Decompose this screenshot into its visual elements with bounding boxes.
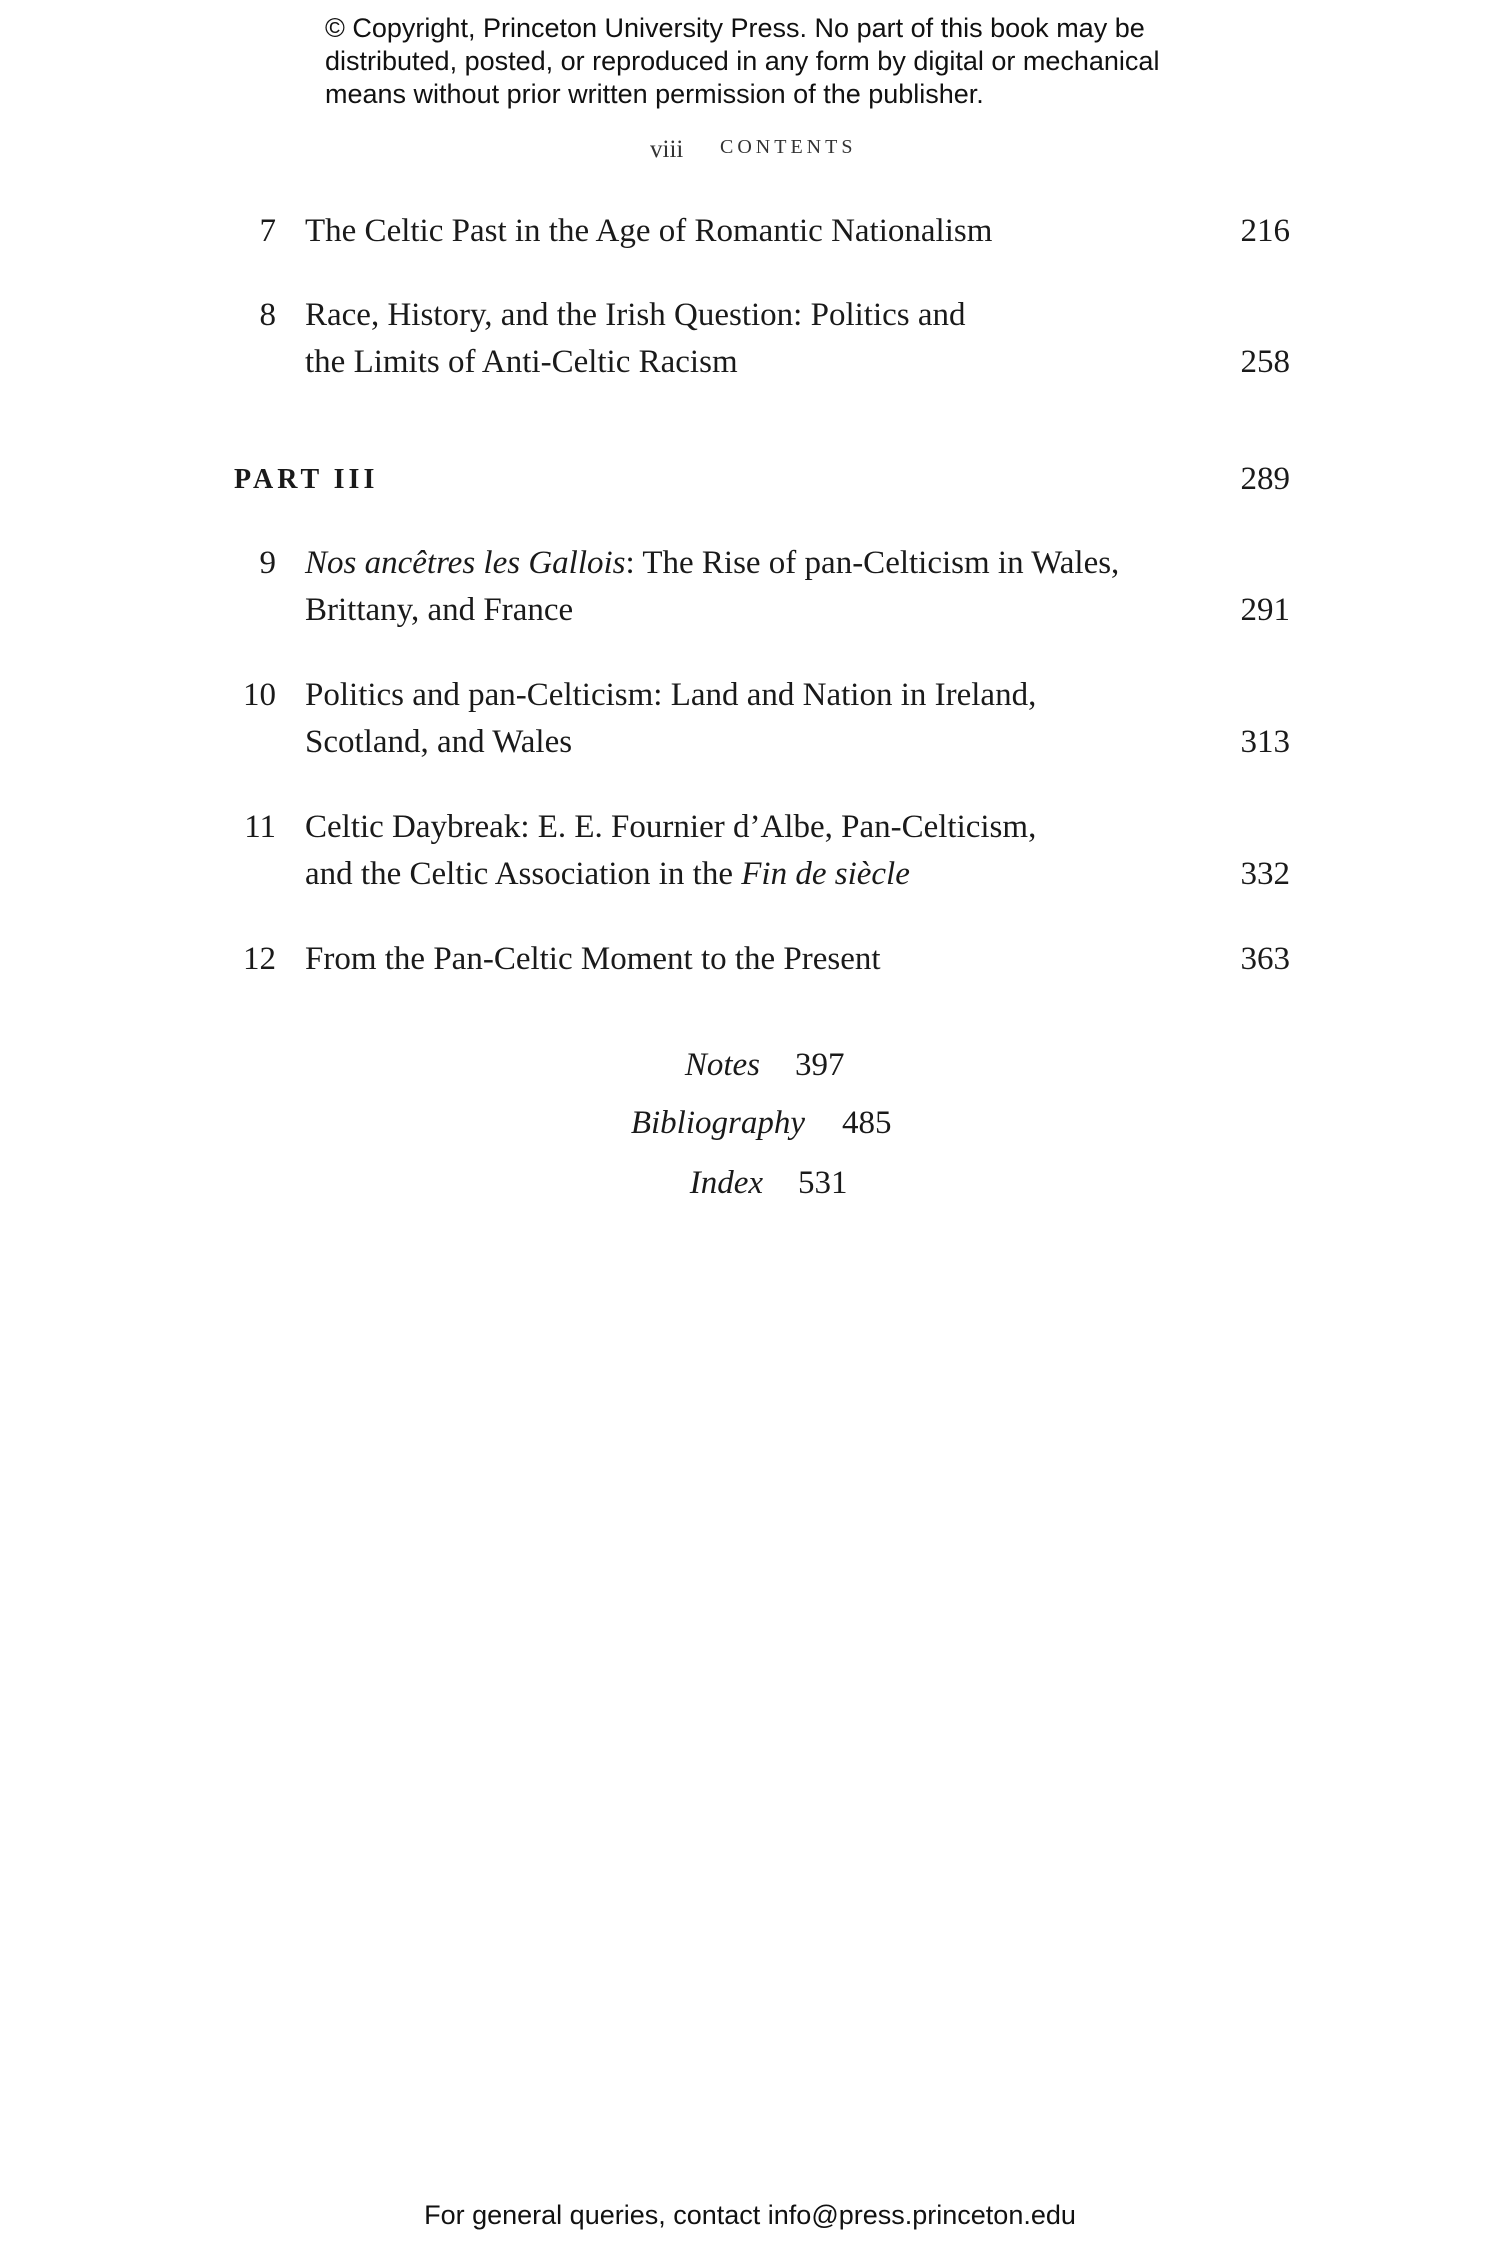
chapter-title-rest: : The Rise of pan-Celticism in Wales, — [625, 545, 1120, 581]
chapter-title-line: Celtic Daybreak: E. E. Fournier d’Albe, Pan-Celticism, — [305, 809, 1037, 845]
chapter-title-line: Race, History, and the Irish Question: Politics and — [305, 297, 966, 333]
backmatter-page: 397 — [795, 1047, 845, 1083]
chapter-title — [305, 936, 1145, 983]
page-number: 363 — [1240, 941, 1290, 977]
chapter-title-line: Politics and pan-Celticism: Land and Nation in Ireland, — [305, 677, 1037, 713]
chapter-title — [305, 804, 1145, 898]
chapter-title-line: From the Pan-Celtic Moment to the Present — [305, 941, 881, 977]
copyright-line: means without prior written permission of the publisher. — [325, 79, 984, 109]
backmatter-label: Bibliography — [630, 1105, 805, 1141]
chapter-number: 10 — [243, 677, 276, 713]
chapter-title-line: Brittany, and France — [305, 592, 574, 628]
chapter-title — [305, 292, 1145, 386]
chapter-number: 9 — [259, 545, 276, 581]
chapter-number: 8 — [259, 297, 276, 333]
chapter-title-line — [305, 851, 1145, 898]
backmatter-label: Notes — [684, 1047, 760, 1083]
chapter-title-line: The Celtic Past in the Age of Romantic Nationalism — [305, 213, 993, 249]
running-head-label: CONTENTS — [720, 136, 857, 158]
page-number: 291 — [1240, 592, 1290, 628]
part-label: PART III — [234, 464, 379, 495]
chapter-title-italic: Fin de siècle — [741, 856, 910, 892]
backmatter-page: 485 — [842, 1105, 892, 1141]
chapter-title-line — [305, 540, 1145, 587]
footer-contact: For general queries, contact info@press.princeton.edu — [424, 2200, 1076, 2230]
part-page-number: 289 — [1240, 461, 1290, 497]
backmatter-page: 531 — [798, 1165, 848, 1201]
chapter-title-prefix: and the Celtic Association in the — [305, 856, 742, 892]
chapter-number: 12 — [243, 941, 276, 977]
page-number: 216 — [1240, 213, 1290, 249]
copyright-line: distributed, posted, or reproduced in any form by digital or mechanical — [325, 46, 1160, 76]
page-number: 258 — [1240, 344, 1290, 380]
chapter-number: 11 — [244, 809, 276, 845]
chapter-title — [305, 672, 1145, 766]
backmatter-label: Index — [689, 1165, 763, 1201]
chapter-title-line: Scotland, and Wales — [305, 724, 573, 760]
copyright-notice — [325, 12, 1225, 111]
chapter-title — [305, 208, 1145, 255]
chapter-title — [305, 540, 1145, 634]
copyright-line: © Copyright, Princeton University Press. No part of this book may be — [325, 13, 1145, 43]
chapter-number: 7 — [259, 213, 276, 249]
page-number: 313 — [1240, 724, 1290, 760]
page-folio: viii — [650, 136, 684, 163]
chapter-title-line: the Limits of Anti-Celtic Racism — [305, 344, 738, 380]
page-number: 332 — [1240, 856, 1290, 892]
chapter-title-italic: Nos ancêtres les Gallois — [305, 545, 626, 581]
